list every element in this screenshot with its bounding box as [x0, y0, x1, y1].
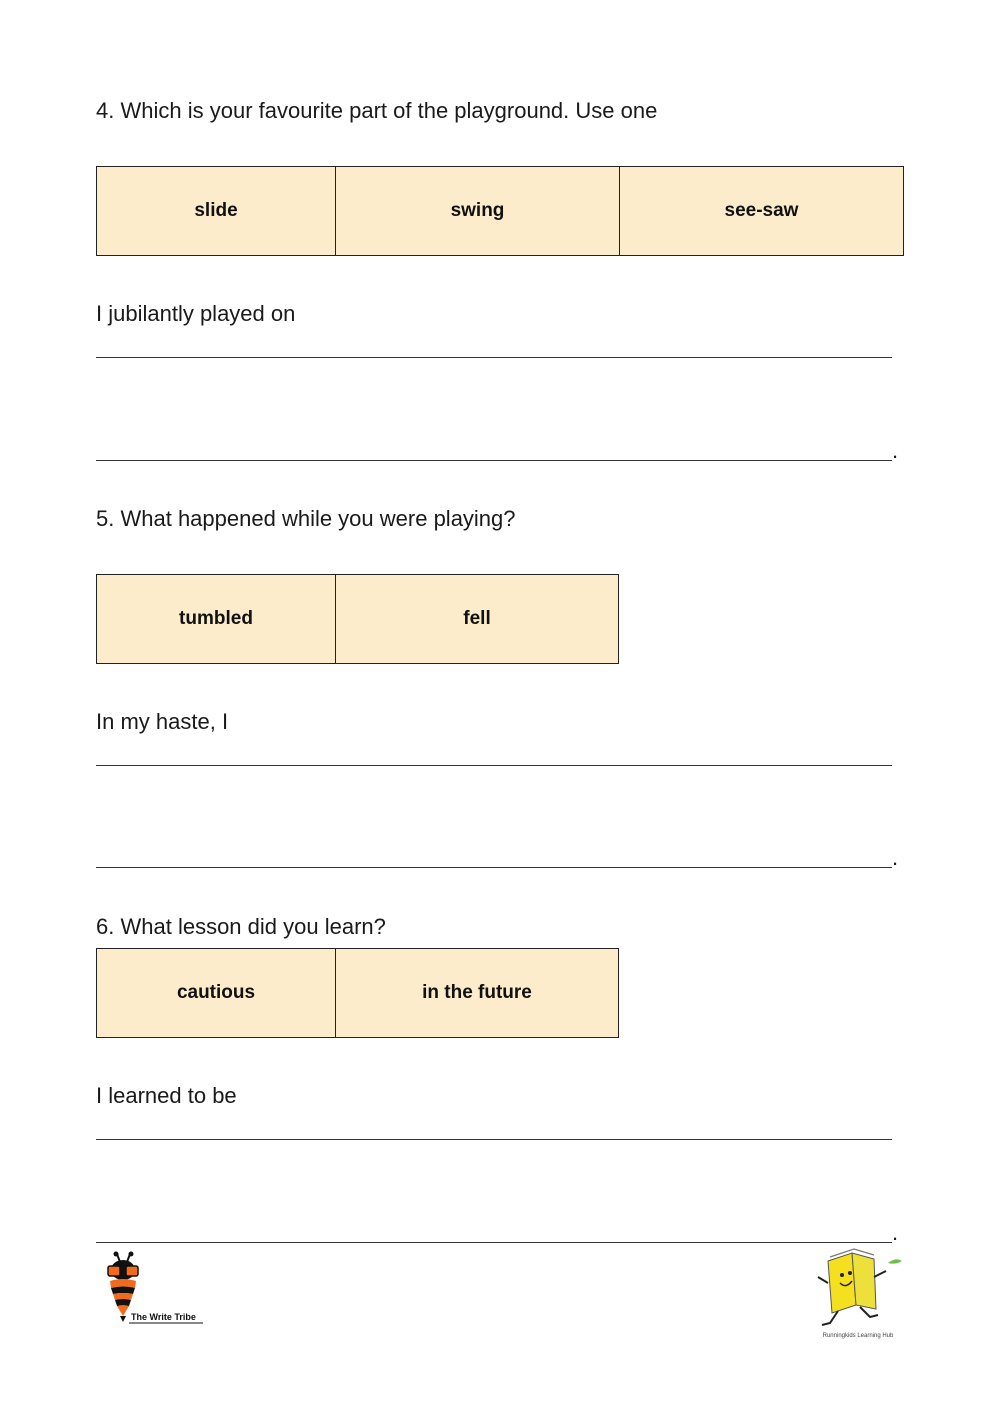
runningkids-logo-text: Runningkids Learning Hub — [822, 1333, 894, 1339]
question-4-text: 4. Which is your favourite part of the playground. Use one — [96, 98, 658, 123]
word-bank-q4 — [96, 166, 904, 256]
running-book-icon — [818, 1249, 902, 1325]
word-option: swing — [335, 167, 619, 255]
runningkids-logo — [808, 1243, 908, 1348]
sentence-starter-q4: I jubilantly played on — [96, 301, 296, 326]
question-5-text: 5. What happened while you were playing? — [96, 506, 516, 531]
word-option: see-saw — [619, 167, 903, 255]
write-tribe-logo — [100, 1250, 210, 1330]
word-option: cautious — [176, 982, 256, 1003]
answer-line[interactable] — [96, 1139, 892, 1140]
sentence-starter-q5: In my haste, I — [96, 709, 229, 734]
word-bank-q6 — [96, 948, 619, 1038]
sentence-starter-q6: I learned to be — [96, 1083, 237, 1108]
write-tribe-logo-text: The Write Tribe — [131, 1312, 196, 1322]
full-stop: . — [892, 845, 899, 870]
word-option: tumbled — [179, 608, 253, 629]
answer-line[interactable] — [96, 765, 892, 766]
word-bank-q5 — [96, 574, 619, 664]
full-stop: . — [892, 438, 899, 463]
word-option: slide — [194, 200, 238, 221]
word-option: fell — [335, 575, 618, 663]
full-stop: . — [892, 1220, 899, 1245]
word-option: in the future — [335, 949, 618, 1037]
answer-line[interactable] — [96, 867, 892, 868]
question-6-text: 6. What lesson did you learn? — [96, 914, 386, 939]
answer-line[interactable] — [96, 357, 892, 358]
answer-line[interactable] — [96, 460, 892, 461]
answer-line[interactable] — [96, 1242, 892, 1243]
